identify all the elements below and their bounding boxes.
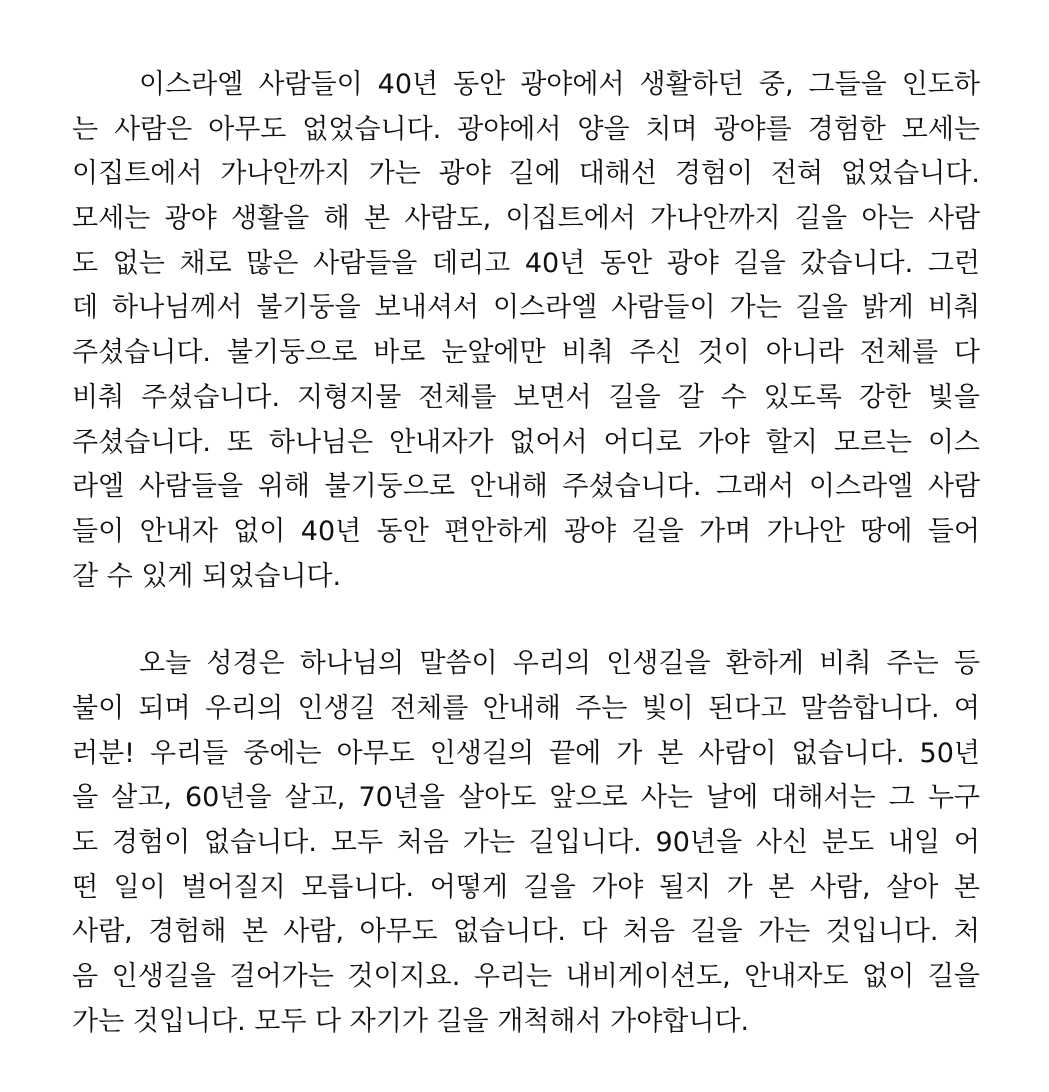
text-line: 이집트에서 가나안까지 가는 광야 길에 대해선 경험이 전혀 없었습니다. <box>72 158 980 190</box>
text-line: 비춰 주셨습니다. 지형지물 전체를 보면서 길을 갈 수 있도록 강한 빛을 <box>72 381 980 413</box>
text-line: 이스라엘 사람들이 40년 동안 광야에서 생활하던 중, 그들을 인도하 <box>139 69 980 100</box>
text-line: 음 인생길을 걸어가는 것이지요. 우리는 내비게이션도, 안내자도 없이 길을 <box>72 961 980 993</box>
paragraph-2 <box>72 642 980 1044</box>
text-line: 러분! 우리들 중에는 아무도 인생길의 끝에 가 본 사람이 없습니다. 50년 <box>72 737 980 769</box>
text-line: 불이 되며 우리의 인생길 전체를 안내해 주는 빛이 된다고 말씀합니다. 여 <box>72 692 980 724</box>
text-line: 들이 안내자 없이 40년 동안 편안하게 광야 길을 가며 가나안 땅에 들어 <box>72 515 980 547</box>
text-line: 오늘 성경은 하나님의 말씀이 우리의 인생길을 환하게 비춰 주는 등 <box>139 648 980 680</box>
text-line: 라엘 사람들을 위해 불기둥으로 안내해 주셨습니다. 그래서 이스라엘 사람 <box>72 471 980 503</box>
paragraph-1 <box>72 63 980 599</box>
text-line: 가는 것입니다. 모두 다 자기가 길을 개척해서 가야합니다. <box>72 1005 750 1037</box>
text-line: 을 살고, 60년을 살고, 70년을 살아도 앞으로 사는 날에 대해서는 그 누구 <box>72 782 980 814</box>
document-body <box>72 63 980 1044</box>
text-line: 사람, 경험해 본 사람, 아무도 없습니다. 다 처음 길을 가는 것입니다. 처 <box>72 916 980 948</box>
text-line: 도 경험이 없습니다. 모두 처음 가는 길입니다. 90년을 사신 분도 내일 어 <box>72 827 980 858</box>
text-line: 도 없는 채로 많은 사람들을 데리고 40년 동안 광야 길을 갔습니다. 그런 <box>72 247 980 279</box>
text-line: 모세는 광야 생활을 해 본 사람도, 이집트에서 가나안까지 길을 아는 사람 <box>72 203 980 235</box>
text-line: 갈 수 있게 되었습니다. <box>72 560 342 592</box>
text-line: 주셨습니다. 불기둥으로 바로 눈앞에만 비춰 주신 것이 아니라 전체를 다 <box>72 337 980 369</box>
text-line: 떤 일이 벌어질지 모릅니다. 어떻게 길을 가야 될지 가 본 사람, 살아 본 <box>72 871 980 903</box>
text-line: 는 사람은 아무도 없었습니다. 광야에서 양을 치며 광야를 경험한 모세는 <box>72 113 980 145</box>
text-line: 주셨습니다. 또 하나님은 안내자가 없어서 어디로 가야 할지 모르는 이스 <box>72 426 980 458</box>
text-line: 데 하나님께서 불기둥을 보내셔서 이스라엘 사람들이 가는 길을 밝게 비춰 <box>72 292 980 324</box>
